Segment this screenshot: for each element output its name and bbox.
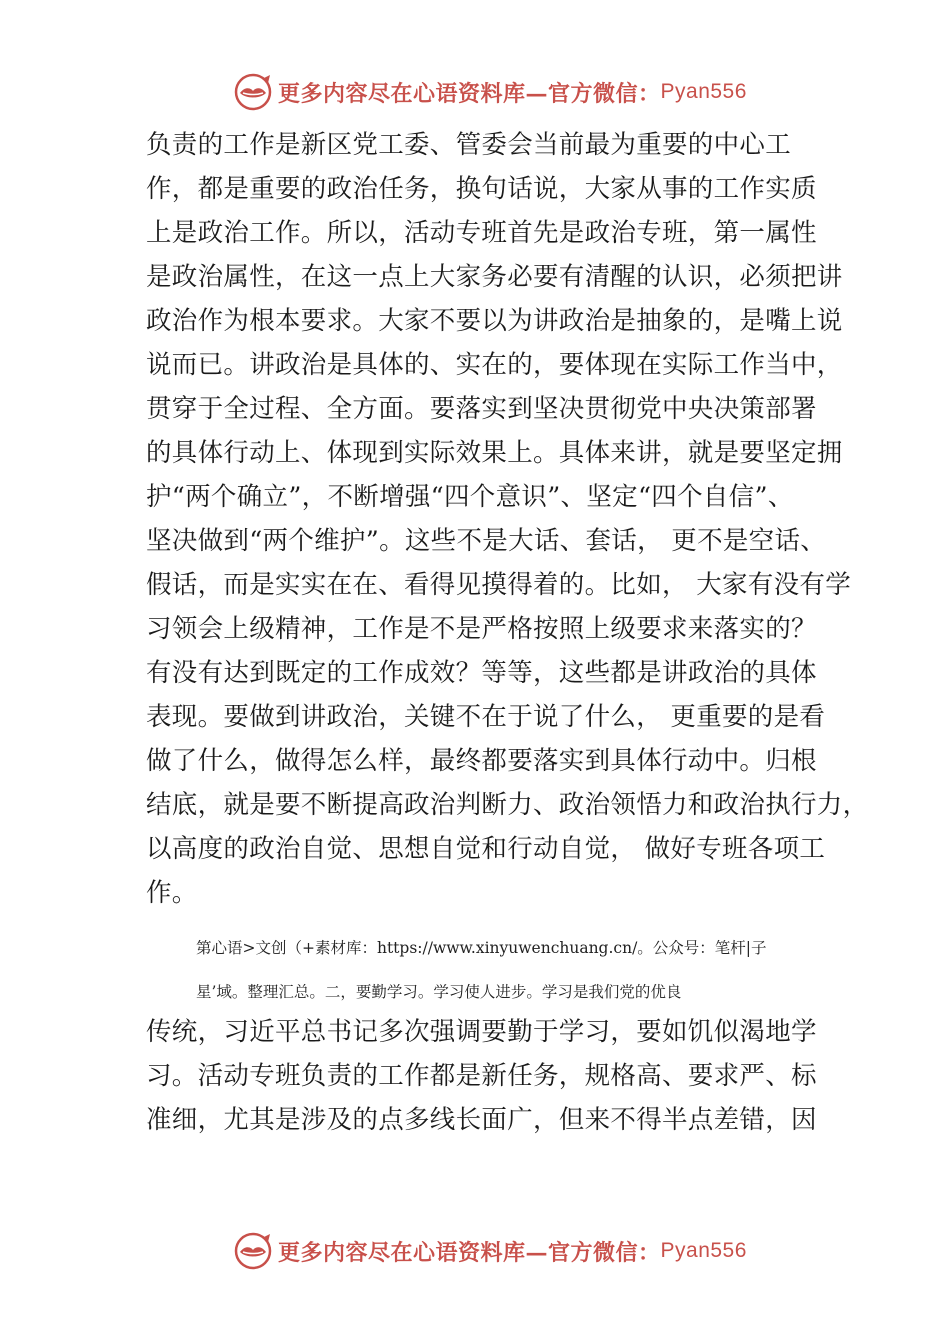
text-line: 习领会上级精神，工作是不是严格按照上级要求来落实的？ [146, 614, 817, 644]
text-line: 准细，尤其是涉及的点多线长面广，但来不得半点差错，因 [146, 1105, 817, 1135]
text-line: 做了什么，做得怎么样，最终都要落实到具体行动中。归根 [146, 746, 817, 776]
text-line: 负责的工作是新区党工委、管委会当前最为重要的中心工 [146, 130, 792, 160]
text-line: 作。 [146, 878, 198, 908]
lips-logo-icon [232, 1230, 274, 1272]
header-banner [232, 70, 747, 114]
text-line: 假话，而是实实在在、看得见摸得着的。比如， 大家有没有学 [146, 570, 852, 600]
paragraph-2 [146, 1010, 846, 1142]
text-line: 习。活动专班负责的工作都是新任务，规格高、要求严、标 [146, 1061, 817, 1091]
text-line: 以高度的政治自觉、思想自觉和行动自觉， 做好专班各项工 [146, 834, 826, 864]
source-note-line-1: 第心语>文创（+素材库：https://www.xinyuwenchuang.cn/。公众号：笔杆|子 [196, 939, 767, 957]
text-line: 的具体行动上、体现到实际效果上。具体来讲，就是要坚定拥 [146, 438, 843, 468]
text-line: 是政治属性，在这一点上大家务必要有清醒的认识，必须把讲 [146, 262, 843, 292]
text-line: 结底，就是要不断提高政治判断力、政治领悟力和政治执行力， [146, 790, 869, 820]
text-line: 表现。要做到讲政治，关键不在于说了什么， 更重要的是看 [146, 702, 826, 732]
paragraph-1 [146, 123, 869, 915]
text-line: 传统，习近平总书记多次强调要勤于学习，要如饥似渴地学 [146, 1017, 817, 1047]
text-line: 护“两个确立”，不断增强“四个意识”、坚定“四个自信”、 [146, 482, 794, 512]
banner-wechat-id: Pyan556 [660, 80, 747, 103]
banner-text: 更多内容尽在心语资料库—官方微信： [278, 80, 661, 107]
text-line: 坚决做到“两个维护”。这些不是大话、套话， 更不是空话、 [146, 526, 827, 556]
lips-logo-icon [232, 71, 274, 113]
text-line: 上是政治工作。所以，活动专班首先是政治专班，第一属性 [146, 218, 817, 248]
banner-text: 更多内容尽在心语资料库—官方微信： [278, 1239, 661, 1266]
text-line: 贯穿于全过程、全方面。要落实到坚决贯彻党中央决策部署 [146, 394, 817, 424]
source-note-line-2: 星’域。整理汇总。二，要勤学习。学习使人进步。学习是我们党的优良 [196, 983, 682, 1001]
banner-wechat-id: Pyan556 [660, 1239, 747, 1262]
text-line: 作，都是重要的政治任务，换句话说，大家从事的工作实质 [146, 174, 817, 204]
text-line: 政治作为根本要求。大家不要以为讲政治是抽象的，是嘴上说 [146, 306, 843, 336]
text-line: 说而已。讲政治是具体的、实在的，要体现在实际工作当中， [146, 350, 843, 380]
footer-banner [232, 1229, 747, 1273]
text-line: 有没有达到既定的工作成效？等等，这些都是讲政治的具体 [146, 658, 817, 688]
